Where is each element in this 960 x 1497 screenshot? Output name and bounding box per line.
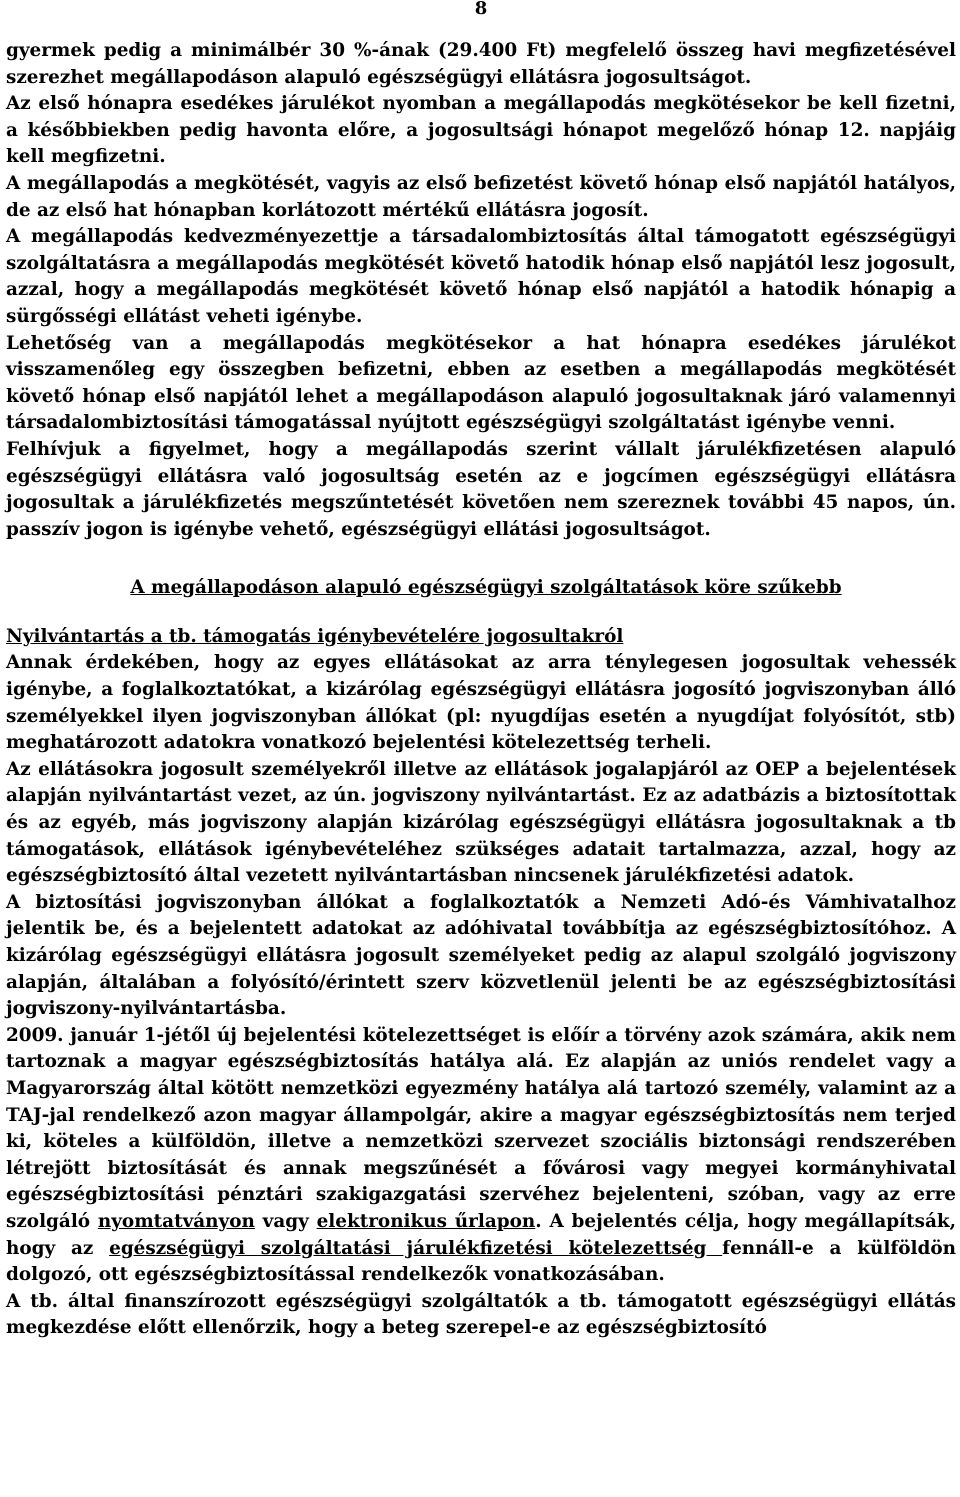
paragraph-oep-registry: Az ellátásokra jogosult személyekről illetve az ellátások jogalapjáról az OEP a bejelentések alapján nyilvántartást vezet, az ún. jogviszony nyilvántartást. Ez az adatbázis a biztosítottak és az egyéb, más jogviszony alapján kizárólag egészségügyi ellátásra jogosultaknak a tb támogatások, ellátások igénybevételéhez szükséges adatait tartalmazza, azzal, hogy az egészségbiztosító által vezetett nyilvántartásban nincsenek járulékfizetési adatok. [6, 758, 956, 887]
paragraph-minimum-wage: gyermek pedig a minimálbér 30 %-ának (29.400 Ft) megfelelő összeg havi megfizetésével szerezhet megállapodáson alapuló egészségügyi ellátásra jogosultságot. [6, 40, 956, 88]
paragraph-2009-text-end: fennáll-e a külföldön dolgozó, ott egészségbiztosítással rendelkezők vonatkozásában. [6, 1237, 956, 1286]
section-heading: A megállapodáson alapuló egészségügyi szolgáltatások köre szűkebb [130, 577, 842, 599]
paragraph-retroactive-payment: Lehetőség van a megállapodás megkötésekor a hat hónapra esedékes járulékot visszamenőleg egy összegben befizetni, ebben az esetben a megállapodás megkötését követő hónap első napjától lehet a megállapodáson alapuló jogosultaknak járó valamennyi társadalombiztosítási támogatással nyújtott egészségügyi szolgáltatást igénybe venni. [6, 332, 956, 434]
paragraph-agreement-effective: A megállapodás a megkötését, vagyis az első befizetést követő hónap első napjától hatályos, de az első hat hónapban korlátozott mértékű ellátásra jogosít. [6, 172, 956, 221]
contribution-obligation-link[interactable]: egészségügyi szolgáltatási járulékfizetési kötelezettség [109, 1237, 723, 1259]
document-page [6, 0, 956, 1342]
page-number: 8 [474, 0, 488, 19]
paragraph-beneficiary: A megállapodás kedvezményezettje a társadalombiztosítás által támogatott egészségügyi szolgáltatásra a megállapodás megkötését követő hatodik hónap első napjától lesz jogosult, azzal, hogy a megállapodás megkötését követő hónap első napjától a hatodik hónapig a sürgősségi ellátást veheti igénybe. [6, 226, 956, 327]
paragraph-2009-text: 2009. január 1-jétől új bejelentési kötelezettséget is előír a törvény azok számára, akik nem tartoznak a magyar egészségbiztosítás hatálya alá. Ez alapján az uniós rendelet vagy a Magyarország által kötött nemzetközi egyezmény hatálya alá tartozó személy, valamint az a TAJ-jal rendelkező azon magyar állampolgár, akire a magyar egészségbiztosítás nem terjed ki, köteles a külföldön, illetve a nemzetközi szervezet szociális biztonsági rendszerében létrejött biztosítását és annak megszűnését a fővárosi vagy megyei kormányhivatal egészségbiztosítási pénztári szakigazgatási szervéhez bejelenteni, szóban, vagy az erre szolgáló [6, 1024, 956, 1232]
paragraph-tax-authority: A biztosítási jogviszonyban állókat a foglalkoztatók a Nemzeti Adó-és Vámhivatalhoz jelentik be, és a bejelentett adatokat az adóhivatal továbbítja az egészségbiztosítóhoz. A kizárólag egészségügyi ellátásra jogosult személyeket pedig az alapul szolgáló jogviszony alapján, általában a folyósító/érintett szerv közvetlenül jelenti be az egészségbiztosítási jogviszony-nyilvántartásba. [6, 891, 956, 1020]
paragraph-2009-obligation [6, 1023, 956, 1289]
paragraph-first-month-payment: Az első hónapra esedékes járulékot nyomban a megállapodás megkötésekor be kell fizetni, a későbbiekben pedig havonta előre, a jogosultsági hónapot megelőző hónap 12. napjáig kell megfizetni. [6, 93, 956, 168]
paragraph-reporting-obligation: Annak érdekében, hogy az egyes ellátásokat az arra ténylegesen jogosultak vehessék igénybe, a foglalkoztatókat, a kizárólag egészségügyi ellátásra jogosító jogviszonyban álló személyekkel ilyen jogviszonyban állókat (pl: nyugdíjas esetén a nyugdíjat folyósítót, stb) meghatározott adatokra vonatkozó bejelentési kötelezettség terheli. [6, 652, 956, 754]
form-link[interactable]: nyomtatványon [97, 1210, 255, 1232]
paragraph-2009-text-purpose: . A bejelentés célja, hogy megállapítsák, hogy az [6, 1210, 957, 1259]
section-subheading: Nyilvántartás a tb. támogatás igénybevételére jogosultakról [6, 625, 624, 647]
paragraph-2009-text-or: vagy [254, 1210, 317, 1232]
paragraph-attention: Felhívjuk a figyelmet, hogy a megállapodás szerint vállalt járulékfizetésen alapuló egészségügyi ellátásra való jogosultság esetén az e jogcímen egészségügyi ellátásra jogosultak a járulékfizetés megszűntetését követően nem szereznek további 45 napos, ún. passzív jogon is igénybe vehető, egészségügyi ellátási jogosultságot. [6, 438, 956, 540]
electronic-form-link[interactable]: elektronikus űrlapon [316, 1210, 536, 1232]
paragraph-provider-check: A tb. által finanszírozott egészségügyi szolgáltatók a tb. támogatott egészségügyi ellátás megkezdése előtt ellenőrzik, hogy a beteg szerepel-e az egészségbiztosító [6, 1290, 956, 1339]
